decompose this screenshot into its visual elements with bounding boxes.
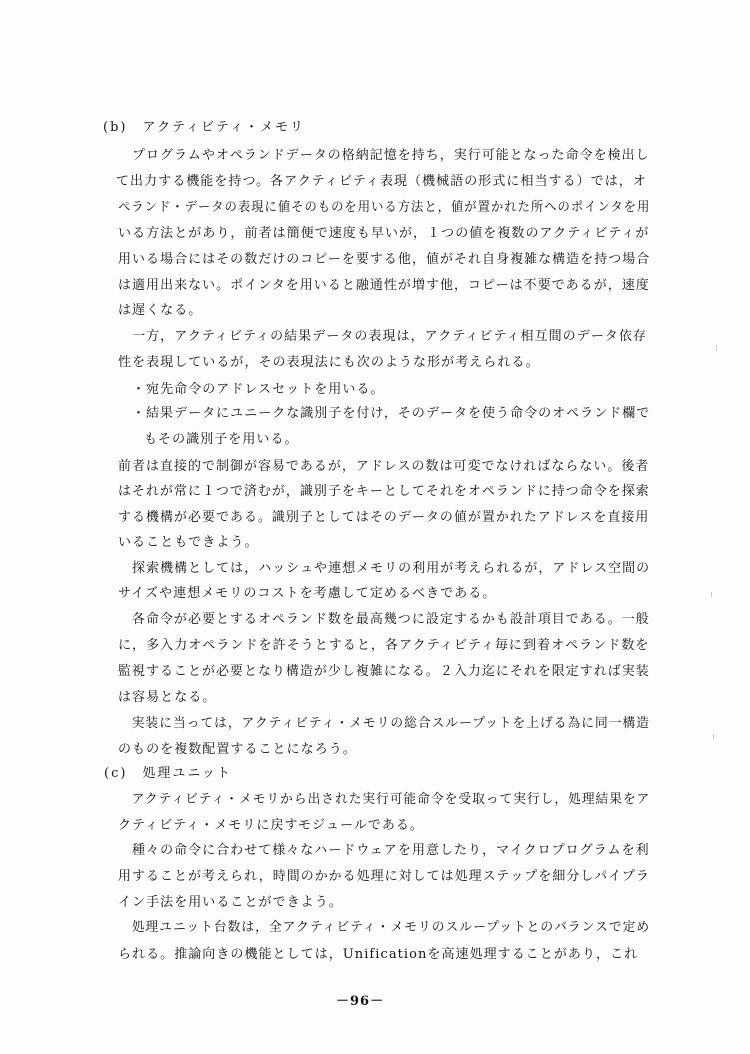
text-line: アクティビティ・メモリから出された実行可能命令を受取って実行し，処理結果をア — [118, 792, 651, 807]
section-heading: (c) 処理ユニット — [104, 766, 232, 781]
text-line: 処理ユニット台数は，全アクティビティ・メモリのスループットとのバランスで定め — [118, 920, 651, 935]
text-line: クティビティ・メモリに戻すモジュールである。 — [118, 818, 424, 833]
text-line: いることもできよう。 — [118, 535, 259, 550]
text-line: 実装に当っては，アクティビティ・メモリの総合スループットを上げる為に同一構造 — [118, 716, 650, 731]
text-line: て出力する機能を持つ。各アクティビティ表現（機械語の形式に相当する）では，オ — [116, 174, 647, 189]
text-line: 各命令が必要とするオペランド数を最高幾つに設定するかも設計項目である。一般 — [118, 612, 650, 627]
text-line: イン手法を用いることができよう。 — [118, 895, 343, 910]
text-line: ・宛先命令のアドレスセットを用いる。 — [132, 382, 385, 397]
text-line: に，多入力オペランドを許そうとすると，各アクティビティ毎に到着オペランド数を — [118, 638, 650, 653]
text-line: 用いる場合にはその数だけのコピーを要する他，値がそれ自身複雑な構造を持つ場合 — [118, 252, 651, 267]
text-line: 探索機構としては，ハッシュや連想メモリの利用が考えられるが，アドレス空間の — [118, 561, 651, 576]
text-line: もその識別子を用いる。 — [144, 432, 299, 447]
text-line: 一方，アクティビティの結果データの表現は，アクティビティ相互間のデータ依存 — [118, 329, 647, 344]
page-number: －96－ — [336, 994, 385, 1009]
text-line: られる。推論向きの機能としては，Unificationを高速処理することがあり，これ — [118, 947, 639, 962]
text-line: 前者は直接的で制御が容易であるが，アドレスの数は可変でなければならない。後者 — [118, 459, 650, 474]
text-line: 性を表現しているが，その表現法にも次のような形が考えられる。 — [118, 355, 540, 370]
section-heading: (b) アクティビティ・メモリ — [103, 120, 305, 135]
text-line: 種々の命令に合わせて様々なハードウェアを用意したり，マイクロプログラムを利 — [118, 843, 650, 858]
scan-artifact — [713, 734, 714, 739]
text-line: は遅くなる。 — [118, 303, 203, 318]
text-line: 用することが考えられ，時間のかかる処理に対しては処理ステップを細分しパイプラ — [118, 869, 650, 884]
scan-artifact — [711, 592, 712, 597]
text-line: は容易となる。 — [118, 690, 217, 705]
scan-artifact — [716, 345, 717, 351]
text-line: サイズや連想メモリのコストを考慮して定めるべきである。 — [118, 586, 497, 601]
text-line: はそれが常に１つで済むが，識別子をキーとしてそれをオペランドに持つ命令を探索 — [118, 484, 650, 499]
text-line: いる方法とがあり，前者は簡便で速度も早いが，１つの値を複数のアクティビティが — [118, 226, 650, 241]
text-line: は適用出来ない。ポインタを用いると融通性が増す他，コピーは不要であるが，速度 — [118, 278, 650, 293]
text-line: のものを複数配置することになろう。 — [118, 742, 357, 757]
text-line: 監視することが必要となり構造が少し複雑になる。２入力迄にそれを限定すれば実装 — [118, 664, 650, 679]
text-line: プログラムやオペランドデータの格納記憶を持ち，実行可能となった命令を検出し — [118, 148, 650, 163]
text-line: ・結果データにユニークな識別子を付け，そのデータを使う命令のオペランド欄で — [132, 406, 651, 421]
text-line: する機構が必要である。識別子としてはそのデータの値が置かれたアドレスを直接用 — [118, 510, 650, 525]
text-line: ペランド・データの表現に値そのものを用いる方法と，値が置かれた所へのポインタを用 — [118, 200, 651, 215]
